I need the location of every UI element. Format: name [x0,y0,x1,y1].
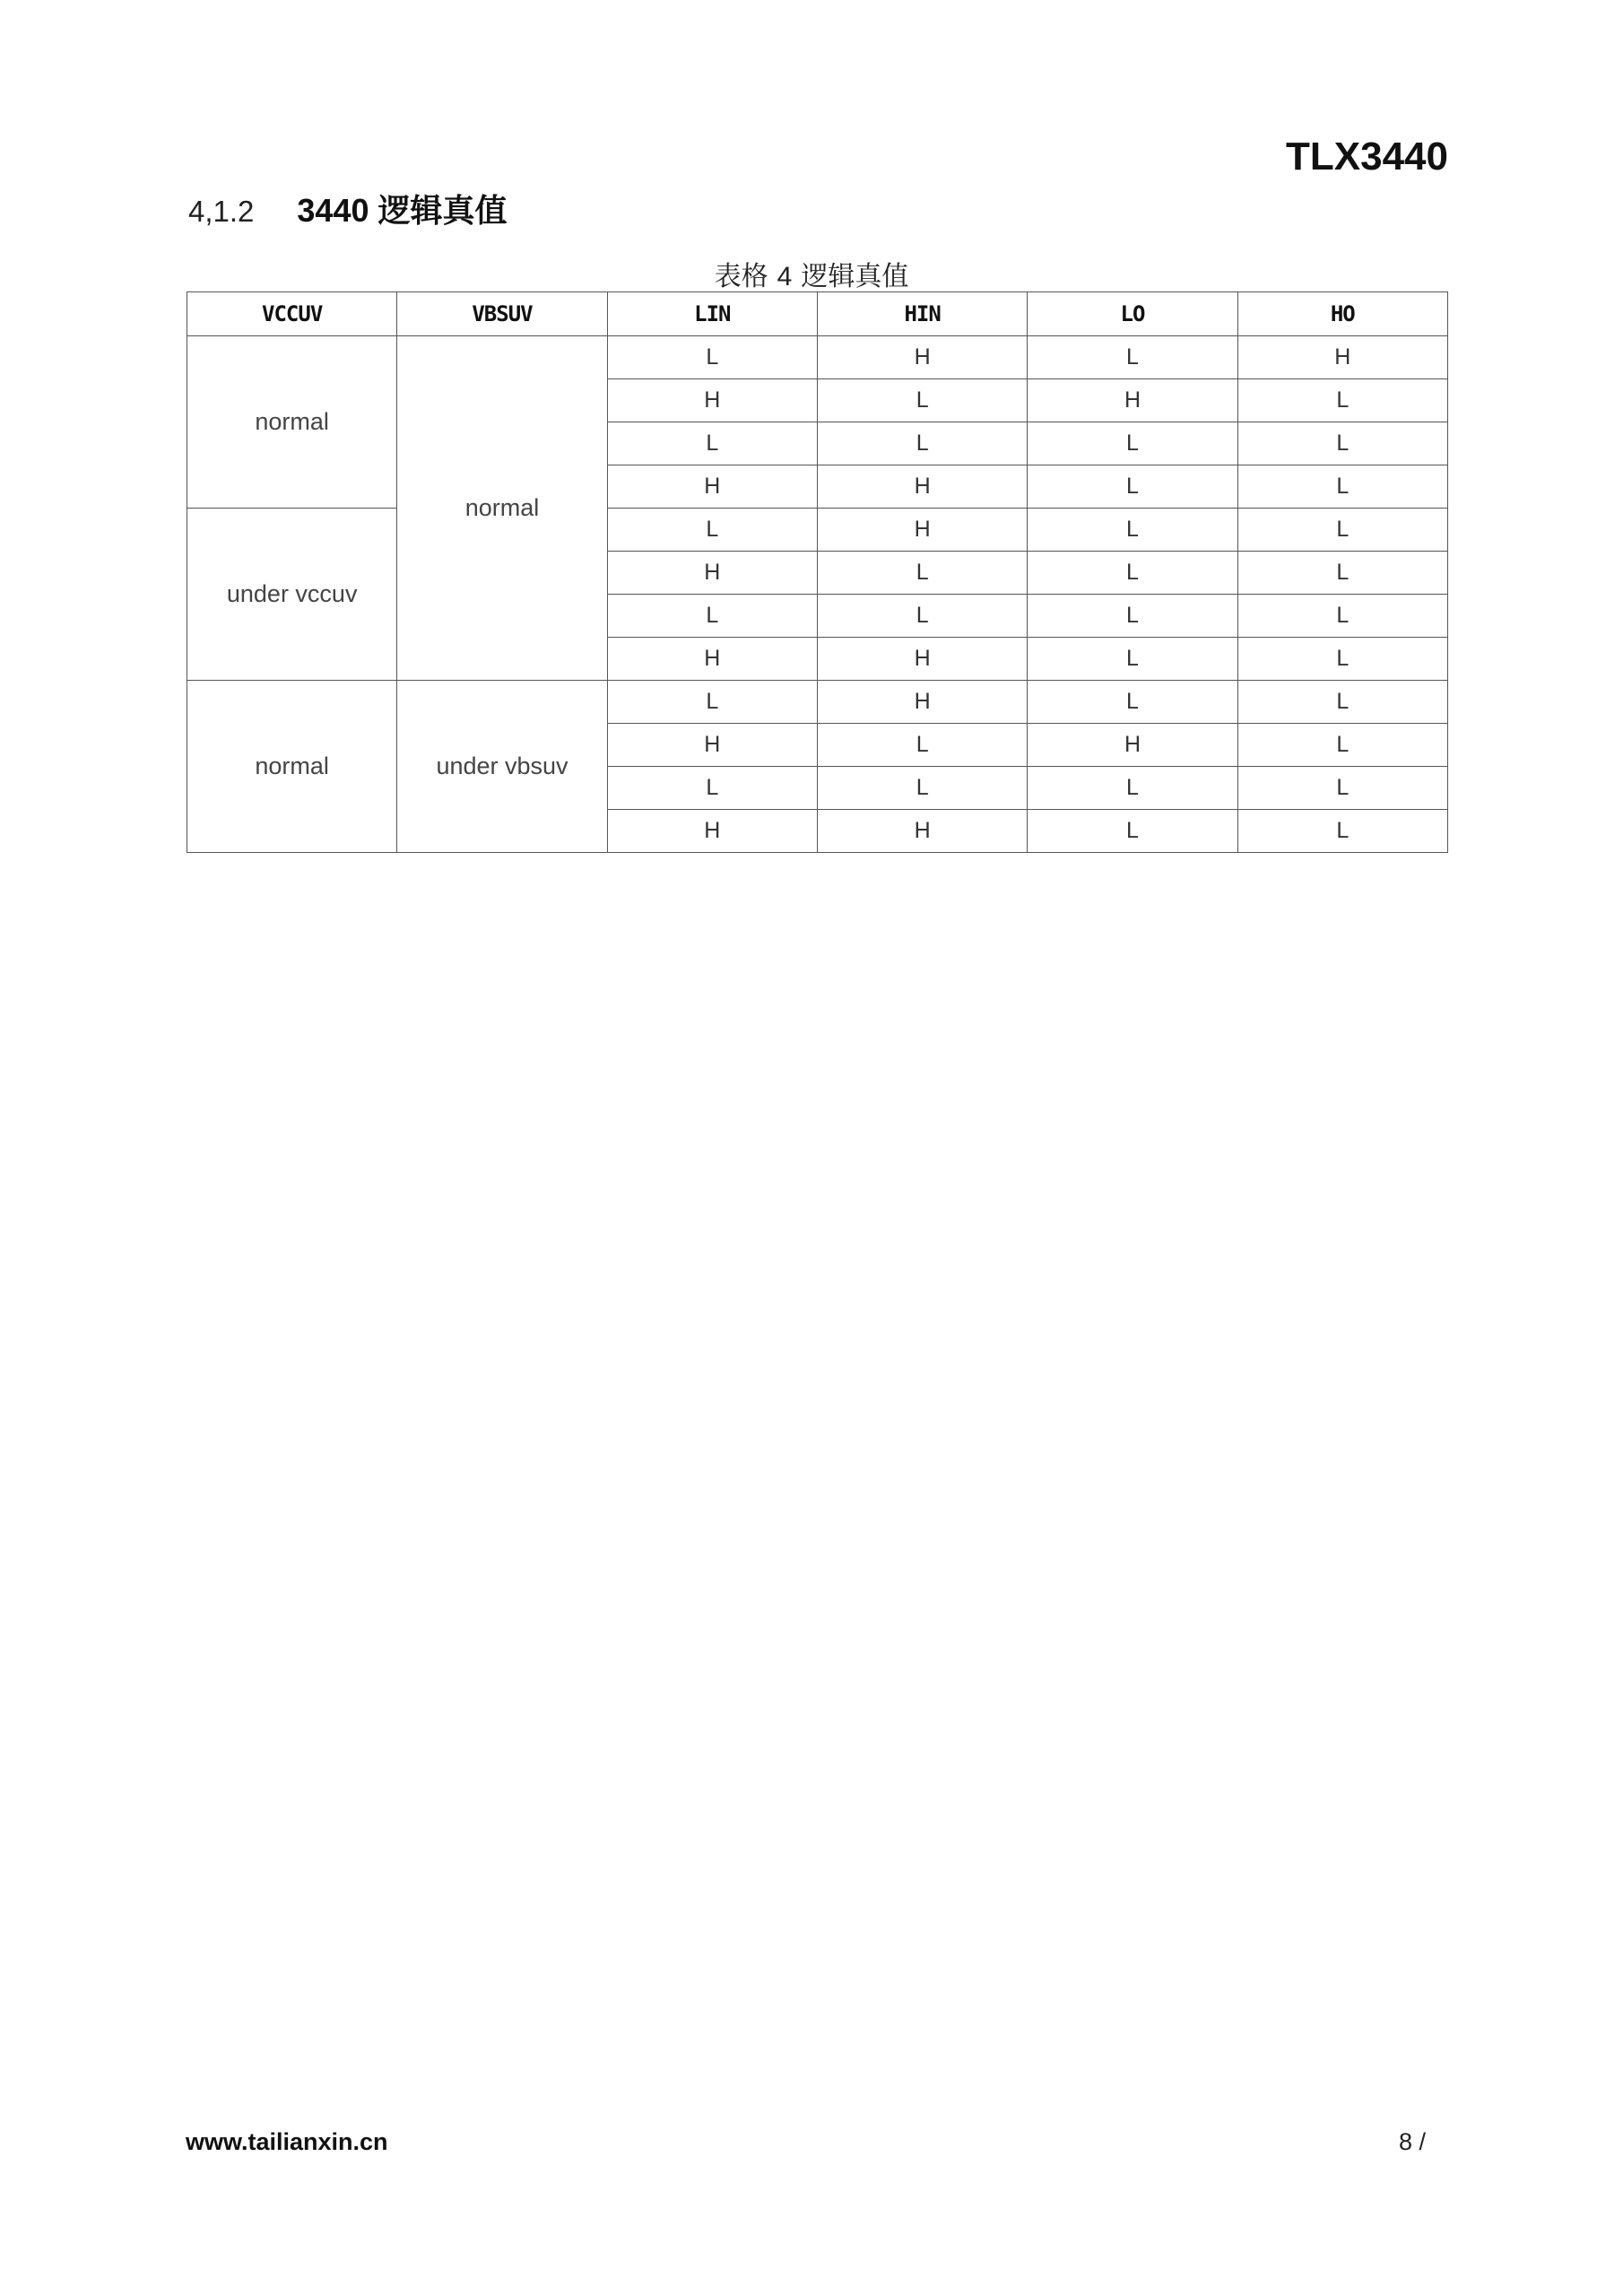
lo-cell: L [1028,638,1237,681]
table-header-row [187,292,1448,336]
ho-cell: L [1237,638,1447,681]
hin-cell: L [817,552,1027,595]
ho-cell: L [1237,810,1447,853]
lin-cell: H [607,810,817,853]
column-header-hin: HIN [817,292,1027,336]
vbsuv-group-cell: normal [397,336,607,681]
lo-cell: L [1028,336,1237,379]
vccuv-group-cell: normal [187,336,397,509]
footer-website-link[interactable]: www.tailianxin.cn [186,2128,388,2155]
lin-cell: H [607,552,817,595]
page-number: 8 / [1399,2128,1427,2155]
hin-cell: H [817,509,1027,552]
lin-cell: H [607,465,817,509]
hin-cell: L [817,595,1027,638]
caption-prefix: 表格 [714,261,768,292]
ho-cell: L [1237,767,1447,810]
lo-cell: L [1028,465,1237,509]
lin-cell: L [607,767,817,810]
hin-cell: H [817,336,1027,379]
vccuv-group-cell: normal [187,681,397,853]
ho-cell: L [1237,681,1447,724]
lin-cell: L [607,681,817,724]
hin-cell: H [817,681,1027,724]
ho-cell: L [1237,379,1447,422]
column-header-lin: LIN [607,292,817,336]
vccuv-group-cell: under vccuv [187,509,397,681]
product-title: TLX3440 [1286,135,1448,178]
lin-cell: H [607,379,817,422]
lo-cell: L [1028,767,1237,810]
table-row [187,681,1448,724]
hin-cell: L [817,379,1027,422]
table-caption [0,254,1623,293]
truth-table [187,291,1448,853]
caption-number: 4 [777,262,793,291]
lin-cell: L [607,509,817,552]
section-number: 4,1.2 [188,195,255,228]
table-row [187,336,1448,379]
lo-cell: L [1028,595,1237,638]
lin-cell: L [607,336,817,379]
lo-cell: L [1028,509,1237,552]
lin-cell: H [607,724,817,767]
ho-cell: L [1237,465,1447,509]
ho-cell: L [1237,509,1447,552]
lo-cell: L [1028,552,1237,595]
column-header-vbsuv: VBSUV [397,292,607,336]
hin-cell: H [817,638,1027,681]
hin-cell: H [817,465,1027,509]
lo-cell: L [1028,681,1237,724]
lin-cell: L [607,595,817,638]
lo-cell: H [1028,724,1237,767]
lo-cell: L [1028,422,1237,465]
vbsuv-group-cell: under vbsuv [397,681,607,853]
lo-cell: L [1028,810,1237,853]
ho-cell: L [1237,422,1447,465]
hin-cell: L [817,422,1027,465]
table-row [187,509,1448,552]
ho-cell: L [1237,595,1447,638]
ho-cell: L [1237,724,1447,767]
section-title: 3440 逻辑真值 [297,192,508,229]
lin-cell: L [607,422,817,465]
caption-text: 逻辑真值 [801,261,909,292]
column-header-ho: HO [1237,292,1447,336]
hin-cell: L [817,767,1027,810]
section-heading [188,186,508,231]
lin-cell: H [607,638,817,681]
column-header-lo: LO [1028,292,1237,336]
ho-cell: H [1237,336,1447,379]
column-header-vccuv: VCCUV [187,292,397,336]
lo-cell: H [1028,379,1237,422]
ho-cell: L [1237,552,1447,595]
hin-cell: H [817,810,1027,853]
hin-cell: L [817,724,1027,767]
